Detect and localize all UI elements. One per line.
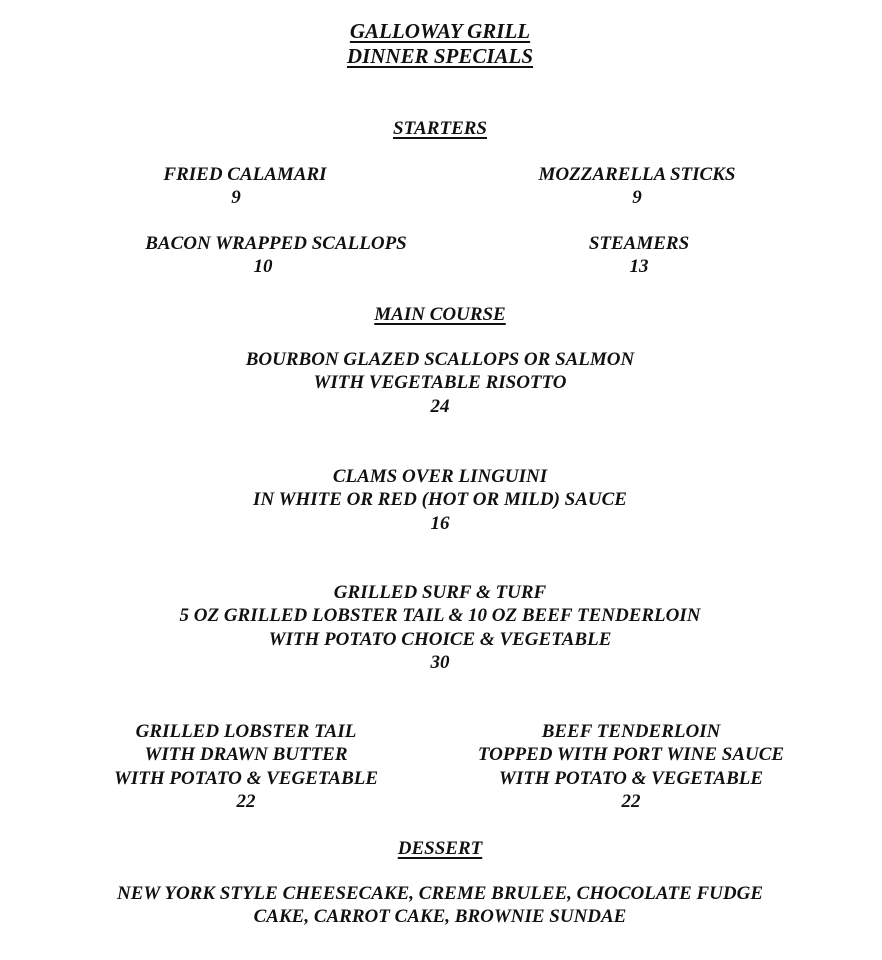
menu-item-surf-and-turf — [180, 581, 701, 674]
item-line: WITH VEGETABLE RISOTTO — [313, 372, 567, 394]
item-price: 30 — [430, 651, 450, 673]
dessert-line: NEW YORK STYLE CHEESECAKE, CREME BRULEE, CHOCOLATE FUDGE — [117, 883, 763, 904]
restaurant-name: GALLOWAY GRILL — [349, 19, 531, 43]
item-line: TOPPED WITH PORT WINE SAUCE — [477, 744, 785, 766]
section-title-starters: STARTERS — [393, 118, 487, 139]
menu-item-clams-linguini — [253, 465, 627, 535]
menu-item-beef-tenderloin — [478, 720, 784, 813]
item-name: STEAMERS — [588, 233, 690, 254]
item-price: 9 — [632, 187, 642, 209]
item-line: WITH POTATO & VEGETABLE — [113, 767, 379, 789]
dessert-line: CAKE, CARROT CAKE, BROWNIE SUNDAE — [253, 906, 627, 928]
item-line: WITH DRAWN BUTTER — [144, 744, 348, 766]
item-price: 22 — [236, 790, 256, 812]
item-price: 9 — [231, 187, 241, 209]
item-line: WITH POTATO & VEGETABLE — [498, 767, 764, 789]
item-price: 22 — [621, 790, 641, 812]
menu-item-bacon-wrapped-scallops — [145, 232, 406, 279]
item-price: 24 — [430, 395, 450, 417]
item-line: IN WHITE OR RED (HOT OR MILD) SAUCE — [253, 489, 627, 511]
menu-item-steamers — [589, 232, 689, 279]
item-name: MOZZARELLA STICKS — [538, 164, 736, 185]
menu-item-fried-calamari — [163, 163, 326, 210]
item-line: CLAMS OVER LINGUINI — [332, 466, 548, 487]
item-line: WITH POTATO CHOICE & VEGETABLE — [268, 628, 612, 650]
menu-item-grilled-lobster-tail — [114, 720, 378, 813]
item-name: FRIED CALAMARI — [163, 164, 327, 185]
item-name: BACON WRAPPED SCALLOPS — [145, 233, 407, 254]
item-price: 13 — [629, 256, 649, 278]
menu-item-bourbon-glazed — [246, 348, 635, 418]
item-line: GRILLED SURF & TURF — [333, 582, 547, 603]
menu-title: DINNER SPECIALS — [346, 44, 534, 68]
item-line: BEEF TENDERLOIN — [541, 721, 721, 742]
item-line: BOURBON GLAZED SCALLOPS OR SALMON — [245, 349, 635, 370]
dessert-list — [117, 882, 763, 929]
item-line: 5 OZ GRILLED LOBSTER TAIL & 10 OZ BEEF TENDERLOIN — [179, 605, 701, 627]
item-price: 16 — [430, 512, 450, 534]
item-line: GRILLED LOBSTER TAIL — [135, 721, 357, 742]
item-price: 10 — [253, 256, 273, 278]
menu-item-mozzarella-sticks — [539, 163, 736, 210]
section-title-main-course: MAIN COURSE — [374, 304, 506, 325]
section-title-dessert: DESSERT — [397, 838, 483, 859]
